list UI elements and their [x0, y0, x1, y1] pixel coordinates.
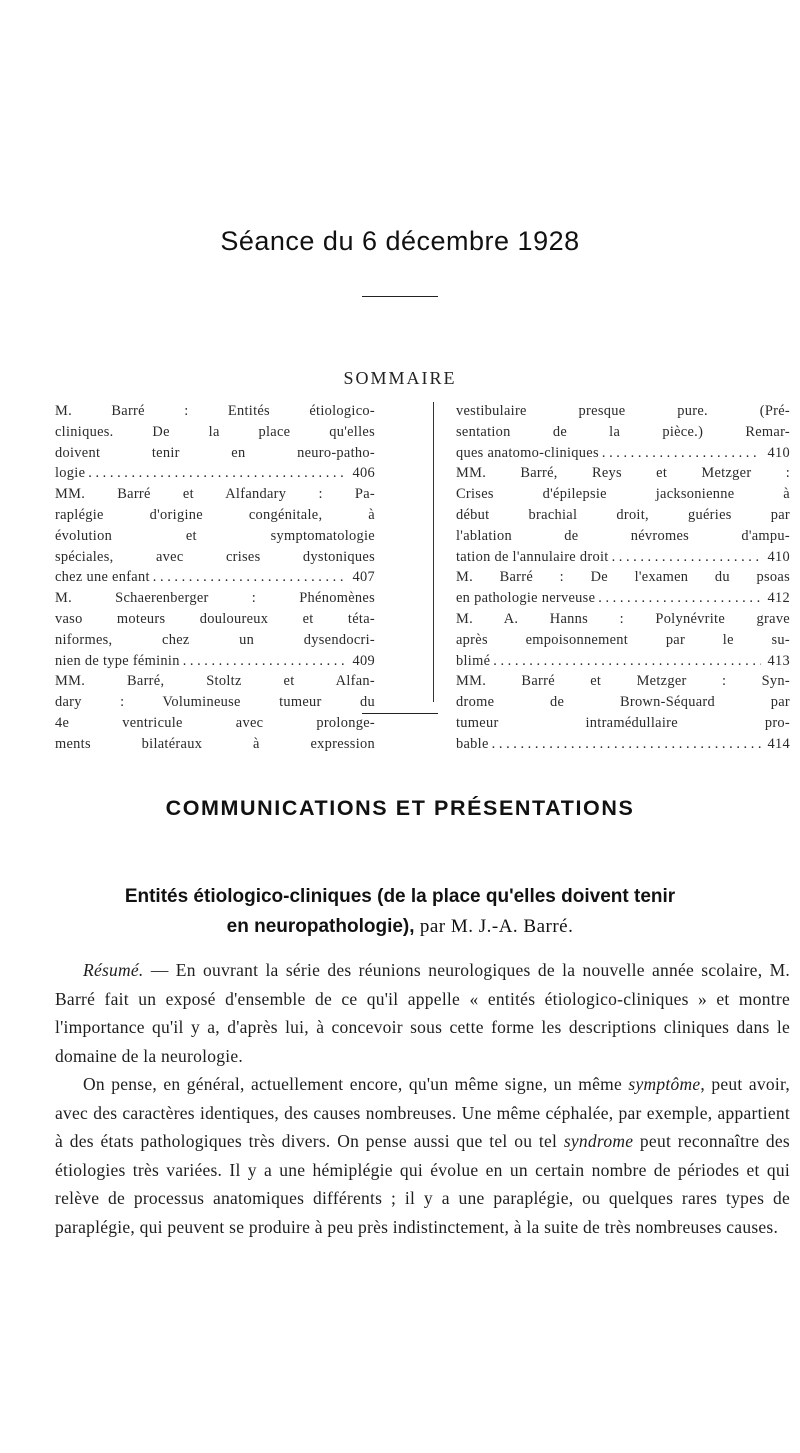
sommaire-column-left — [55, 401, 375, 755]
sommaire-entry-line — [55, 401, 375, 422]
sommaire-entry-text: tation de l'annulaire droit — [456, 548, 609, 565]
leader-dots — [612, 547, 761, 568]
leader-dots — [153, 567, 346, 588]
sommaire-entry-text: spéciales, avec crises dystoniques — [55, 548, 375, 565]
page-number: 413 — [767, 652, 790, 669]
sommaire-entry-line — [55, 609, 375, 630]
page-number: 409 — [352, 652, 375, 669]
sommaire-entry-text: doivent tenir en neuro-patho- — [55, 444, 375, 461]
sommaire-entry-text: M. Schaerenberger : Phénomènes — [55, 590, 375, 607]
section-heading: COMMUNICATIONS ET PRÉSENTATIONS — [165, 796, 635, 820]
sommaire-entry-text: Crises d'épilepsie jacksonienne à — [456, 486, 790, 503]
sommaire-entry-line — [55, 630, 375, 651]
sommaire-entry-line — [456, 692, 790, 713]
paragraph-2-text-a: On pense, en général, actuellement encore, qu'un même signe, un même — [83, 1074, 629, 1094]
page-number: 412 — [767, 590, 790, 607]
sommaire-entry-text: l'ablation de névromes d'ampu- — [456, 527, 790, 544]
sommaire-entry-line — [456, 505, 790, 526]
sommaire-entry-text: 4e ventricule avec prolonge- — [55, 714, 375, 731]
paragraph-resume — [55, 956, 790, 1070]
sommaire-entry-line — [55, 547, 375, 568]
sommaire-entry-line — [55, 588, 375, 609]
sommaire-entry-text: chez une enfant — [55, 569, 150, 586]
sommaire-entry-last-line — [456, 443, 790, 464]
sommaire-entry-text: après empoisonnement par le su- — [456, 631, 790, 648]
article-body — [55, 956, 790, 1241]
sommaire-entry-last-line — [55, 463, 375, 484]
sommaire-entry-last-line — [55, 651, 375, 672]
sommaire-entry-line — [55, 734, 375, 755]
resume-label: Résumé. — [83, 960, 144, 980]
sommaire-entry-text: sentation de la pièce.) Remar- — [456, 423, 790, 440]
leader-dots — [598, 588, 761, 609]
sommaire-entry-text: raplégie d'origine congénitale, à — [55, 506, 375, 523]
sommaire-entry — [55, 588, 375, 671]
sommaire-entry-text: MM. Barré et Metzger : Syn- — [456, 673, 790, 690]
sommaire-entry-line — [456, 484, 790, 505]
sommaire-entry-text: tumeur intramédullaire pro- — [456, 714, 790, 731]
paragraph-1-text: — En ouvrant la série des réunions neurologiques de la nouvelle année scolaire, M. Barré fait un exposé d'ensemble de ce qu'il appelle « entités étiologico-cliniques » et montre l'importance qu'il y a, d'après lui, à concevoir sous cette forme les descriptions cliniques dans le domaine de la neurologie. — [55, 960, 791, 1066]
sommaire-entry-line — [456, 609, 790, 630]
article-title-line-2 — [0, 912, 800, 942]
article-title-line-1: Entités étiologico-cliniques (de la place qu'elles doivent tenir — [124, 886, 676, 907]
divider-rule — [362, 713, 438, 714]
sommaire-entry-text: début brachial droit, guéries par — [456, 506, 790, 523]
sommaire-entry-line — [456, 671, 790, 692]
leader-dots — [88, 463, 346, 484]
sommaire-entry-text: M. A. Hanns : Polynévrite grave — [456, 610, 790, 627]
sommaire-entry-line — [55, 443, 375, 464]
sommaire-entry-text: blimé — [456, 652, 491, 669]
sommaire-entry-text: évolution et symptomatologie — [55, 527, 375, 544]
sommaire-entry-last-line — [55, 567, 375, 588]
sommaire-entry-line — [456, 567, 790, 588]
sommaire-entry-line — [456, 401, 790, 422]
sommaire-entry — [55, 401, 375, 484]
page-number: 407 — [352, 569, 375, 586]
sommaire-entry-text: M. Barré : Entités étiologico- — [55, 403, 375, 419]
paragraph-2-text-b: , peut avoir, avec des caractères identiques, des causes nombreuses. Une même céphalée, par exemple, appartient à des états pathologiques très divers. On pense aussi que tel ou tel — [55, 1074, 790, 1151]
sommaire-entry — [456, 609, 790, 671]
article-title — [0, 882, 800, 942]
leader-dots — [183, 651, 346, 672]
sommaire-entry-line — [55, 505, 375, 526]
leader-dots — [492, 734, 761, 755]
sommaire-entry-text: nien de type féminin — [55, 652, 180, 669]
sommaire-entry-text: logie — [55, 465, 86, 482]
sommaire-entry-line — [55, 526, 375, 547]
sommaire-entry — [456, 567, 790, 609]
paragraph-2-italic-2: syndrome — [563, 1131, 634, 1151]
sommaire-column-right — [456, 401, 790, 755]
sommaire-entry-line — [456, 713, 790, 734]
sommaire-entry-last-line — [456, 588, 790, 609]
article-title-line-2-text: en neuropathologie), — [226, 916, 415, 937]
seance-title: Séance du 6 décembre 1928 — [220, 226, 580, 256]
page-number: 406 — [352, 465, 375, 482]
sommaire-entry-text: en pathologie nerveuse — [456, 590, 596, 607]
sommaire-entry-text: bable — [456, 735, 489, 752]
sommaire-entry-line — [55, 692, 375, 713]
sommaire-entry-text: MM. Barré, Stoltz et Alfan- — [55, 673, 375, 690]
sommaire-entry-last-line — [456, 651, 790, 672]
leader-dots — [602, 443, 761, 464]
sommaire-entry-text: drome de Brown-Séquard par — [456, 694, 790, 711]
sommaire-entry-text: M. Barré : De l'examen du psoas — [456, 569, 790, 586]
column-divider — [433, 402, 434, 702]
leader-dots — [493, 651, 761, 672]
sommaire-entry-text: ments bilatéraux à expression — [55, 735, 375, 752]
sommaire-entry-line — [55, 671, 375, 692]
page-number: 414 — [767, 735, 790, 752]
article-author: par M. J.-A. Barré. — [419, 916, 574, 937]
sommaire-entry-line — [456, 526, 790, 547]
sommaire-entry-last-line — [456, 547, 790, 568]
paragraph-2-text-c: peut reconnaître des étiologies très variées. Il y a une hémiplégie qui évolue en un certain nombre de périodes et qui relève de processus anatomiques différents ; il y a une paraplégie, ou quelques rares types de paraplégie, qui peuvent se produire à peu près indistinctement, à la suite de très nombreuses causes. — [55, 1131, 790, 1237]
sommaire-entry-text: MM. Barré et Alfandary : Pa- — [55, 486, 375, 503]
sommaire-entry — [55, 671, 375, 754]
sommaire-entry-text: vaso moteurs douloureux et téta- — [55, 610, 375, 627]
sommaire-entry-line — [456, 463, 790, 484]
page-number: 410 — [767, 444, 790, 461]
sommaire-entry-line — [55, 484, 375, 505]
sommaire-entry-text: niformes, chez un dysendocri- — [55, 631, 375, 648]
sommaire-entry-text: vestibulaire presque pure. (Pré- — [456, 403, 790, 419]
sommaire-entry-line — [456, 422, 790, 443]
sommaire-entry-line — [55, 713, 375, 734]
sommaire-entry-text: dary : Volumineuse tumeur du — [55, 694, 375, 711]
paragraph-2-italic-1: symptôme — [628, 1074, 701, 1094]
paragraph-2 — [55, 1070, 790, 1241]
sommaire-entry-line — [456, 630, 790, 651]
sommaire-entry — [456, 671, 790, 754]
sommaire-entry-last-line — [456, 734, 790, 755]
sommaire-entry-text: MM. Barré, Reys et Metzger : — [456, 465, 790, 482]
sommaire-entry-text: ques anatomo-cliniques — [456, 444, 599, 461]
page-number: 410 — [767, 548, 790, 565]
divider-rule — [362, 296, 438, 297]
sommaire-entry-text: cliniques. De la place qu'elles — [55, 423, 375, 440]
sommaire-entry — [55, 484, 375, 588]
sommaire-entry — [456, 463, 790, 567]
sommaire-entry-line — [55, 422, 375, 443]
sommaire-entry — [456, 401, 790, 463]
sommaire-heading: SOMMAIRE — [343, 368, 457, 388]
